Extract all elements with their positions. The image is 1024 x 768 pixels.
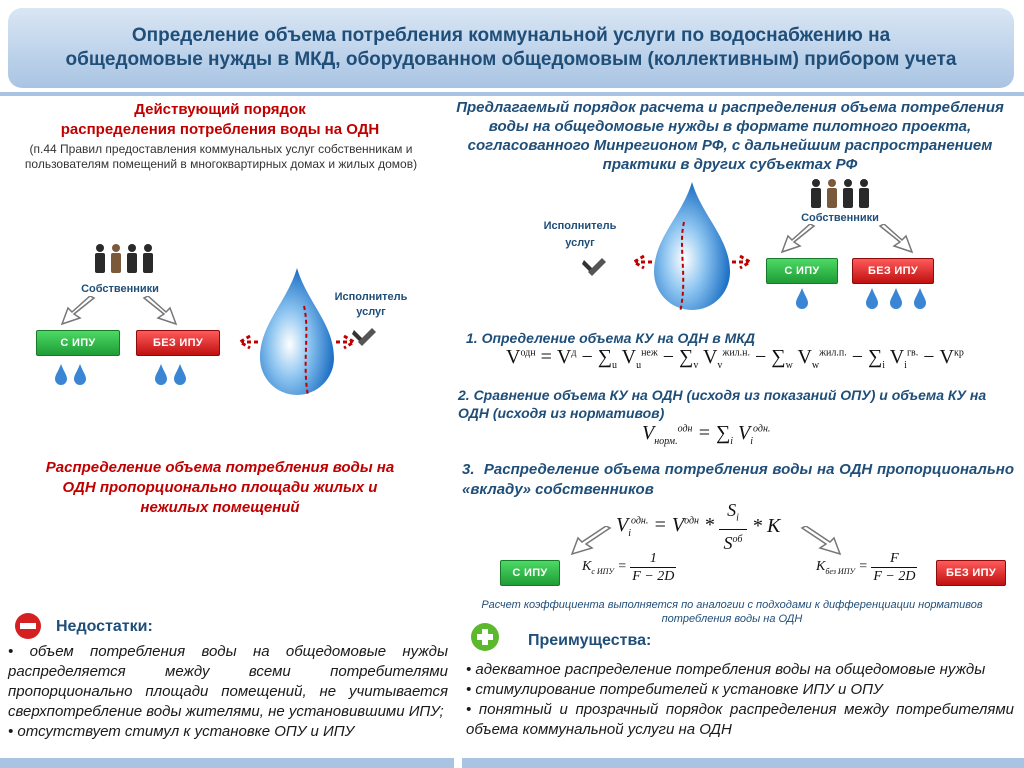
arrow-down-right-icon <box>874 224 914 256</box>
water-drop-small-icon <box>792 286 812 310</box>
plus-icon <box>470 622 500 652</box>
with-ipu-button[interactable]: С ИПУ <box>500 560 560 586</box>
list-item: • адекватное распределение потребления воды на общедомовые нужды <box>466 661 986 678</box>
owners-label: Собственники <box>801 212 879 224</box>
list-item: • объем потребления воды на общедомовые нужды распределяется между всеми потребителями пропорционально площади помещений, не учитывается сверхпотребление воды жителями, не установившими ИПУ; <box>8 643 448 720</box>
title-divider <box>0 92 1024 96</box>
water-drops-icon <box>862 286 932 310</box>
list-item: • понятный и прозрачный порядок распределения между потребителями объема коммунальной услуги на ОДН <box>466 701 1014 738</box>
without-ipu-button[interactable]: БЕЗ ИПУ <box>852 258 934 284</box>
formula-norm-volume: $V_{норм.}^{одн} = \sum_i$ $V_i^{одн.}$ <box>642 422 771 447</box>
right-heading: Предлагаемый порядок расчета и распределения объема потребления воды на общедомовые нужды в формате пилотного проекта, согласованного Минрегионом РФ, с дальнейшим распространением практики в других субъектах РФ <box>456 99 1004 173</box>
without-ipu-button[interactable]: БЕЗ ИПУ <box>136 330 220 356</box>
disadvantages-list <box>8 642 448 742</box>
formula-coef-with-ipu: $K_{с ИПУ}$ = $\frac{1}{F - 2D}$ <box>582 551 675 584</box>
step-3-text: 3. Распределение объема потребления воды на ОДН пропорционально «вкладу» собственников <box>462 461 1014 498</box>
coef-note: Расчет коэффициента выполняется по аналогии с подходами к дифференциации нормативов потребления воды на ОДН <box>481 599 983 625</box>
arrow-down-left-icon <box>60 296 100 328</box>
formula-distribution: $V_i^{одн.} = V^{одн}$ * $S_i$ $S^{об}$ * K <box>616 500 781 553</box>
tools-icon <box>352 326 378 348</box>
executor-label: Исполнитель услуг <box>543 220 617 249</box>
bottom-divider <box>462 758 1024 768</box>
without-ipu-button[interactable]: БЕЗ ИПУ <box>936 560 1006 586</box>
page-title: Определение объема потребления коммунальной услуги по водоснабжению на общедомовые нужды в МКД, оборудованном общедомовым (коллективным) прибором учета <box>65 25 957 70</box>
owners-group-icon <box>92 243 156 275</box>
minus-icon <box>14 612 42 640</box>
advantages-title: Преимущества: <box>528 632 652 649</box>
owners-label: Собственники <box>81 283 159 295</box>
formula-odn-volume: $V^{одн} = V^д - \sum_u$ $V_u^{неж} - \sum_v$ $V_v^{жил.н.} - \sum_w$ $V_w^{жил.п.} - \sum_i$ $V_i^{гв.} - V^{кр}$ <box>506 346 964 371</box>
tools-icon <box>582 256 608 278</box>
bottom-divider <box>0 758 454 768</box>
step-1-text: 1. Определение объема КУ на ОДН в МКД <box>466 330 755 346</box>
arrow-down-left-icon <box>780 224 820 256</box>
advantages-list <box>466 660 1014 740</box>
left-distribution-text: Распределение объема потребления воды на ОДН пропорционально площади жилых и нежилых помещений <box>45 459 395 516</box>
with-ipu-button[interactable]: С ИПУ <box>766 258 838 284</box>
water-drops-icon <box>52 362 92 386</box>
arrow-down-right-icon <box>138 296 178 328</box>
list-item: • стимулирование потребителей к установке ИПУ и ОПУ <box>466 681 883 698</box>
formula-coef-without-ipu: $K_{без ИПУ}$ = $\frac{F}{F - 2D}$ <box>816 551 916 584</box>
list-item: • отсутствует стимул к установке ОПУ и ИПУ <box>8 723 355 740</box>
water-drops-icon <box>152 362 192 386</box>
left-legal-note: (п.44 Правил предоставления коммунальных услуг собственникам и пользователям помещений в многоквартирных домах и жилых домов) <box>24 142 418 171</box>
disadvantages-title: Недостатки: <box>56 618 153 635</box>
water-drop-icon <box>232 262 362 402</box>
owners-group-icon <box>808 178 872 210</box>
with-ipu-button[interactable]: С ИПУ <box>36 330 120 356</box>
executor-label: Исполнитель услуг <box>334 291 408 318</box>
left-heading: Действующий порядок распределения потребления воды на ОДН <box>60 101 380 138</box>
step-2-text: 2. Сравнение объема КУ на ОДН (исходя из показаний ОПУ) и объема КУ на ОДН (исходя из нормативов) <box>458 387 987 421</box>
title-bar <box>8 8 1014 88</box>
water-drop-icon <box>624 178 760 318</box>
